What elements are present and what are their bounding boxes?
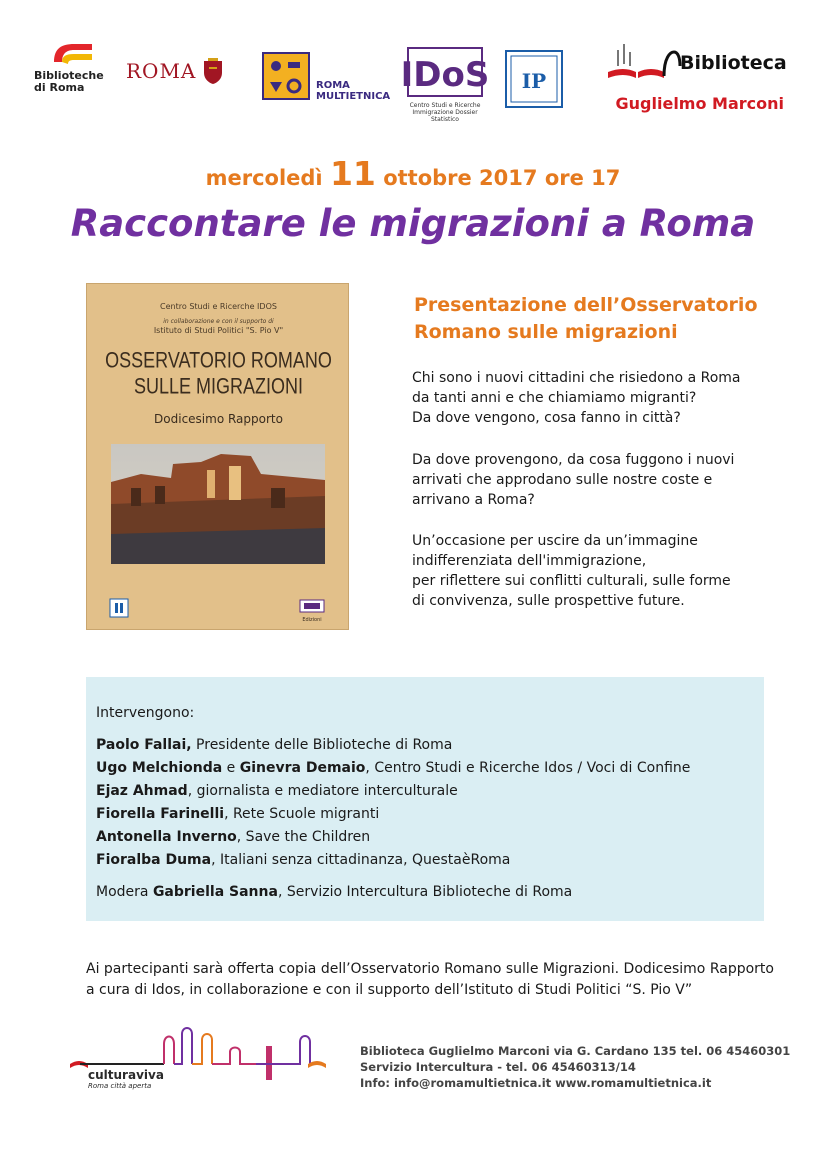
ruins-photo-icon <box>111 444 325 564</box>
speaker-name: Fiorella Farinelli <box>96 806 225 822</box>
paragraph-1 <box>412 368 772 428</box>
speaker-role: , Centro Studi e Ricerche Idos / Voci di Confine <box>365 760 691 776</box>
speaker-role: , Rete Scuole migranti <box>224 806 380 822</box>
cover-subtitle: Dodicesimo Rapporto <box>154 412 283 426</box>
book-logo-icon <box>48 42 96 68</box>
culturaviva-logo <box>70 1024 332 1098</box>
p1-line: Chi sono i nuovi cittadini che risiedono a Roma <box>412 370 741 386</box>
speaker-role: , Italiani senza cittadinanza, QuestaèRoma <box>211 852 511 868</box>
moderator-prefix: Modera <box>96 884 153 900</box>
speakers-header: Intervengono: <box>96 705 195 721</box>
moderator-row <box>96 884 572 900</box>
open-book-icon <box>604 38 684 86</box>
p1-line: da tanti anni e che chiamiamo migranti? <box>412 390 697 406</box>
date-day: 11 <box>329 154 376 193</box>
speaker-row <box>96 852 510 868</box>
speaker-name: Paolo Fallai, <box>96 737 192 753</box>
presentation-title-line1: Presentazione dell’Osservatorio <box>414 294 758 316</box>
cover-publisher: Centro Studi e Ricerche IDOS <box>160 302 277 311</box>
speakers-box <box>86 677 764 921</box>
contact-line1: Biblioteca Guglielmo Marconi via G. Cardano 135 tel. 06 45460301 <box>360 1044 791 1058</box>
idos-mark-text: IDoS <box>400 55 490 95</box>
cover-institute: Istituto di Studi Politici "S. Pio V" <box>153 326 284 335</box>
pio-v-seal-icon <box>507 52 561 106</box>
shield-icon <box>202 57 224 85</box>
presentation-title <box>414 292 774 346</box>
speaker-row <box>96 783 458 799</box>
culturaviva-word: culturaviva <box>88 1068 164 1082</box>
idos-line2: Immigrazione Dossier Statistico <box>412 109 478 123</box>
istituto-pio-v-logo <box>505 50 563 108</box>
cover-idos-edizioni <box>299 598 325 623</box>
guglielmo-marconi-label: Guglielmo Marconi <box>615 94 784 113</box>
p3-line: per riflettere sui conflitti culturali, sulle forme <box>412 573 731 589</box>
biblioteche-logo-line2: di Roma <box>34 81 85 94</box>
roma-capitale-logo <box>126 56 224 86</box>
note-line1: Ai partecipanti sarà offerta copia dell’Osservatorio Romano sulle Migrazioni. Dodicesimo Rapporto <box>86 961 774 977</box>
speaker-role: , giornalista e mediatore interculturale <box>187 783 458 799</box>
paragraph-2 <box>412 450 772 510</box>
culturaviva-tagline: Roma città aperta <box>88 1082 152 1090</box>
speaker-name: Ginevra Demaio <box>239 760 366 776</box>
speaker-row <box>96 829 370 845</box>
multietnica-square-icon <box>262 52 310 100</box>
biblioteca-marconi-logo <box>604 38 788 114</box>
speaker-role: Presidente delle Biblioteche di Roma <box>191 737 453 753</box>
roma-logo-text: ROMA <box>126 59 197 83</box>
cover-title-line2: SULLE MIGRAZIONI <box>133 373 304 399</box>
multietnica-line2: MULTIETNICA <box>316 91 391 102</box>
contacts-block <box>360 1043 791 1091</box>
date-month-time: ottobre 2017 ore 17 <box>383 166 621 190</box>
event-title: Raccontare le migrazioni a Roma <box>70 202 756 245</box>
idos-mark-icon <box>400 46 490 100</box>
biblioteca-logo-word: Biblioteca <box>680 52 787 74</box>
p3-line: di convivenza, sulle prospettive future. <box>412 593 685 609</box>
contact-line3: Info: info@romamultietnica.it www.romamultietnica.it <box>360 1076 712 1090</box>
speaker-name: Fioralba Duma <box>96 852 212 868</box>
speaker-row <box>96 806 379 822</box>
contact-line2: Servizio Intercultura - tel. 06 45460313/14 <box>360 1060 636 1074</box>
cover-collab: in collaborazione e con il supporto di <box>163 318 274 325</box>
idos-line1: Centro Studi e Ricerche <box>409 102 481 109</box>
speaker-joiner: e <box>222 760 240 776</box>
date-weekday: mercoledì <box>205 166 323 190</box>
roma-multietnica-logo <box>262 52 392 102</box>
cover-edition-label: Edizioni <box>302 617 322 623</box>
event-date <box>0 154 826 193</box>
p2-line: arrivano a Roma? <box>412 492 535 508</box>
cover-idos-icon <box>299 599 325 613</box>
biblioteche-di-roma-logo <box>34 40 118 98</box>
p3-line: indifferenziata dell'immigrazione, <box>412 553 647 569</box>
speaker-name: Ugo Melchionda <box>96 760 223 776</box>
speaker-row <box>96 760 690 776</box>
idos-logo <box>400 46 490 123</box>
speaker-name: Ejaz Ahmad <box>96 783 188 799</box>
multietnica-line1: ROMA <box>316 80 350 91</box>
moderator-role: , Servizio Intercultura Biblioteche di Roma <box>277 884 573 900</box>
pio-v-text: IP <box>521 69 547 93</box>
presentation-title-line2: Romano sulle migrazioni <box>414 321 678 343</box>
cover-title-line1: OSSERVATORIO ROMANO <box>105 347 332 373</box>
book-cover-image <box>86 283 349 630</box>
note-line2: a cura di Idos, in collaborazione e con il supporto dell’Istituto di Studi Politici “S. Pio V” <box>86 982 693 998</box>
cover-pio-v-icon <box>109 598 129 618</box>
p2-line: arrivati che approdano sulle nostre coste e <box>412 472 713 488</box>
p1-line: Da dove vengono, cosa fanno in città? <box>412 410 681 426</box>
p2-line: Da dove provengono, da cosa fuggono i nuovi <box>412 452 735 468</box>
p3-line: Un’occasione per uscire da un’immagine <box>412 533 698 549</box>
speaker-name: Antonella Inverno <box>96 829 237 845</box>
participants-note <box>86 959 774 1001</box>
speaker-role: , Save the Children <box>236 829 371 845</box>
speaker-row <box>96 737 452 753</box>
paragraph-3 <box>412 531 772 611</box>
biblioteche-logo-line1: Biblioteche <box>34 69 104 82</box>
moderator-name: Gabriella Sanna <box>152 884 278 900</box>
